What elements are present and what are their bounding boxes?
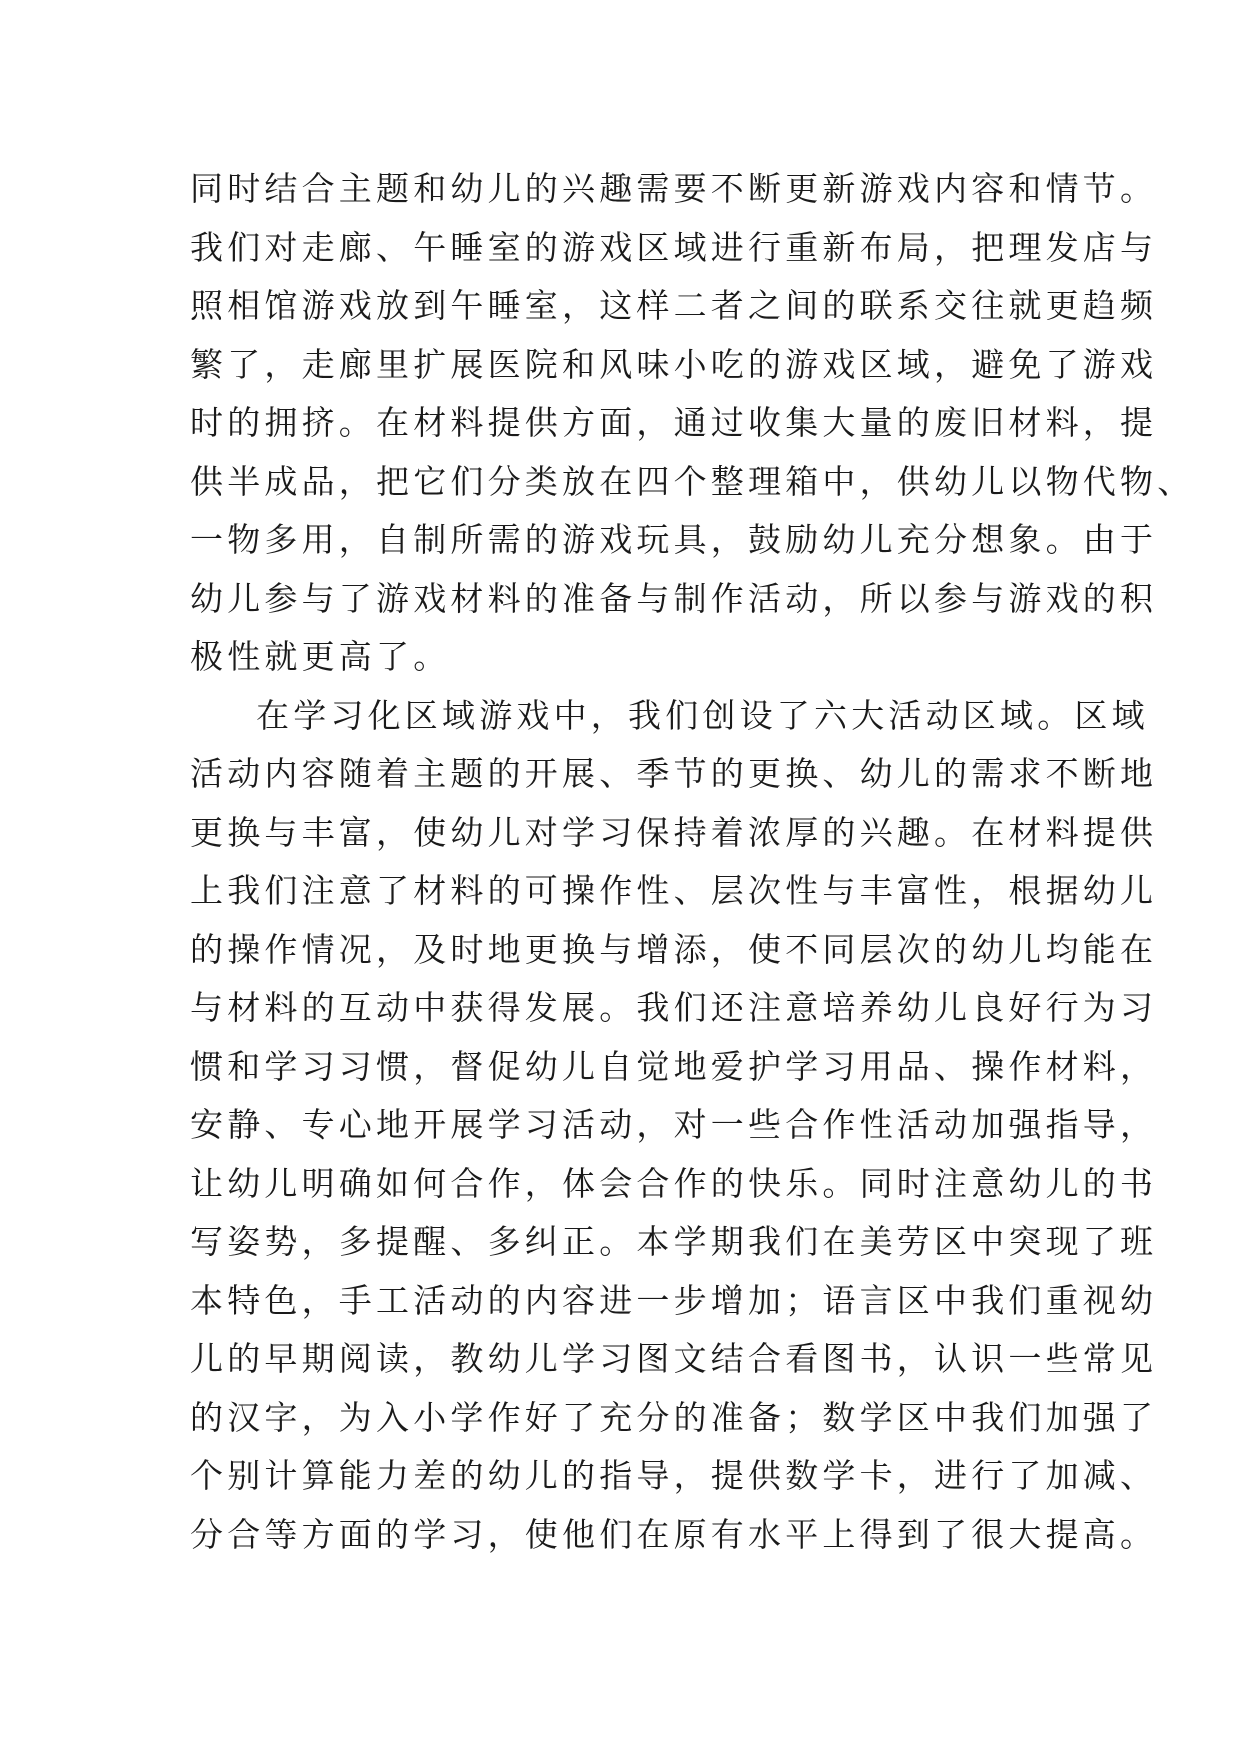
paragraph-line: 同时结合主题和幼儿的兴趣需要不断更新游戏内容和情节。 bbox=[190, 169, 1158, 208]
paragraph-line: 惯和学习习惯，督促幼儿自觉地爱护学习用品、操作材料， bbox=[190, 1046, 1158, 1086]
paragraph-line: 活动内容随着主题的开展、季节的更换、幼儿的需求不断地 bbox=[190, 754, 1158, 793]
paragraph-line: 一物多用，自制所需的游戏玩具，鼓励幼儿充分想象。由于 bbox=[190, 520, 1158, 559]
paragraph-line: 安静、专心地开展学习活动，对一些合作性活动加强指导， bbox=[190, 1105, 1158, 1144]
paragraph-line: 的操作情况，及时地更换与增添，使不同层次的幼儿均能在 bbox=[190, 929, 1158, 969]
paragraph-line: 的汉字，为入小学作好了充分的准备；数学区中我们加强了 bbox=[190, 1397, 1158, 1437]
paragraph-line: 供半成品，把它们分类放在四个整理箱中，供幼儿以物代物、 bbox=[190, 461, 1195, 501]
paragraph-line: 写姿势，多提醒、多纠正。本学期我们在美劳区中突现了班 bbox=[190, 1222, 1158, 1261]
paragraph-line: 繁了，走廊里扩展医院和风味小吃的游戏区域，避免了游戏 bbox=[190, 344, 1158, 384]
document-body bbox=[190, 160, 1195, 1564]
paragraph-line: 时的拥挤。在材料提供方面，通过收集大量的废旧材料，提 bbox=[190, 403, 1158, 442]
paragraph-first-line: 在学习化区域游戏中，我们创设了六大活动区域。区域 bbox=[256, 695, 1149, 735]
paragraph-line: 让幼儿明确如何合作，体会合作的快乐。同时注意幼儿的书 bbox=[190, 1163, 1158, 1203]
paragraph-line: 幼儿参与了游戏材料的准备与制作活动，所以参与游戏的积 bbox=[190, 578, 1158, 618]
paragraph-1 bbox=[190, 160, 1195, 687]
paragraph-line: 儿的早期阅读，教幼儿学习图文结合看图书，认识一些常见 bbox=[190, 1339, 1158, 1378]
paragraph-line: 与材料的互动中获得发展。我们还注意培养幼儿良好行为习 bbox=[190, 988, 1158, 1027]
paragraph-line: 更换与丰富，使幼儿对学习保持着浓厚的兴趣。在材料提供 bbox=[190, 812, 1158, 852]
paragraph-line: 极性就更高了。 bbox=[190, 637, 451, 676]
paragraph-2 bbox=[190, 687, 1158, 1565]
paragraph-line: 照相馆游戏放到午睡室，这样二者之间的联系交往就更趋频 bbox=[190, 286, 1158, 325]
paragraph-line: 分合等方面的学习，使他们在原有水平上得到了很大提高。 bbox=[190, 1514, 1158, 1554]
paragraph-line: 本特色，手工活动的内容进一步增加；语言区中我们重视幼 bbox=[190, 1280, 1158, 1320]
paragraph-line: 个别计算能力差的幼儿的指导，提供数学卡，进行了加减、 bbox=[190, 1456, 1158, 1495]
paragraph-line: 上我们注意了材料的可操作性、层次性与丰富性，根据幼儿 bbox=[190, 871, 1158, 910]
paragraph-line: 我们对走廊、午睡室的游戏区域进行重新布局，把理发店与 bbox=[190, 227, 1158, 267]
